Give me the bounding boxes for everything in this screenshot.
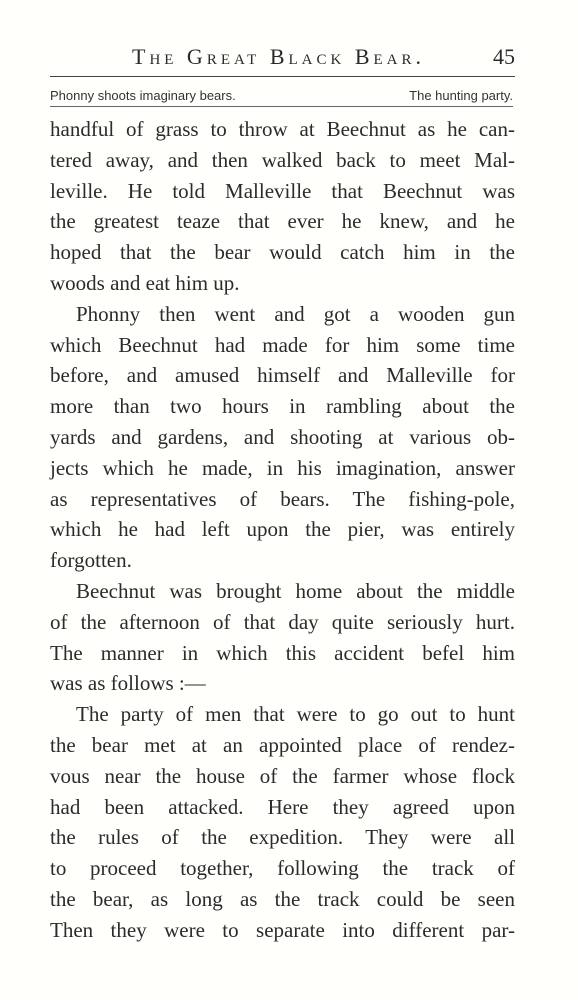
text-line: Beechnut was brought home about the middle (76, 578, 515, 603)
text-line: jects which he made, in his imagination, answer (50, 455, 515, 480)
paragraph-2 (50, 299, 515, 576)
text-line: handful of grass to throw at Beechnut as he can- (50, 117, 515, 141)
paragraph-1 (50, 114, 515, 299)
section-subheader (50, 88, 513, 108)
subheader-right: The hunting party. (409, 88, 513, 103)
text-line: which he had left upon the pier, was entirely (50, 517, 515, 542)
subheader-left: Phonny shoots imaginary bears. (50, 88, 236, 103)
text-line: had been attacked. Here they agreed upon (50, 794, 515, 819)
chapter-title: The Great Black Bear. (132, 44, 426, 69)
text-line: forgotten. (50, 548, 132, 573)
text-line: yards and gardens, and shooting at various ob- (50, 424, 515, 449)
text-line: which Beechnut had made for him some time (50, 332, 515, 357)
text-line: woods and eat him up. (50, 270, 240, 295)
text-line: as representatives of bears. The fishing-pole, (50, 486, 515, 511)
text-line: The party of men that were to go out to hunt (76, 702, 515, 727)
text-line: before, and amused himself and Malleville for (50, 363, 515, 388)
text-line: leville. He told Malleville that Beechnut was (50, 178, 515, 203)
text-line: hoped that the bear would catch him in the (50, 240, 515, 265)
text-line: the rules of the expedition. They were all (50, 825, 515, 850)
header-rule (50, 76, 515, 77)
text-line: Then they were to separate into different par- (50, 917, 515, 942)
text-line: was as follows :— (50, 671, 206, 696)
text-line: of the afternoon of that day quite seriously hurt. (50, 609, 515, 634)
subheader-rule (50, 106, 513, 107)
paragraph-4 (50, 699, 515, 945)
paragraph-3 (50, 576, 515, 699)
text-line: the bear, as long as the track could be seen (50, 886, 515, 911)
text-line: the greatest teaze that ever he knew, and he (50, 209, 515, 234)
text-line: vous near the house of the farmer whose flock (50, 763, 515, 788)
text-line: The manner in which this accident befel him (50, 640, 515, 665)
running-head (50, 44, 515, 80)
page-number: 45 (493, 44, 515, 69)
text-line: to proceed together, following the track of (50, 856, 515, 881)
text-line: more than two hours in rambling about the (50, 394, 515, 419)
text-line: the bear met at an appointed place of rendez- (50, 732, 515, 757)
text-line: tered away, and then walked back to meet Mal- (50, 147, 515, 172)
text-line: Phonny then went and got a wooden gun (76, 301, 515, 326)
body-text (50, 114, 515, 946)
